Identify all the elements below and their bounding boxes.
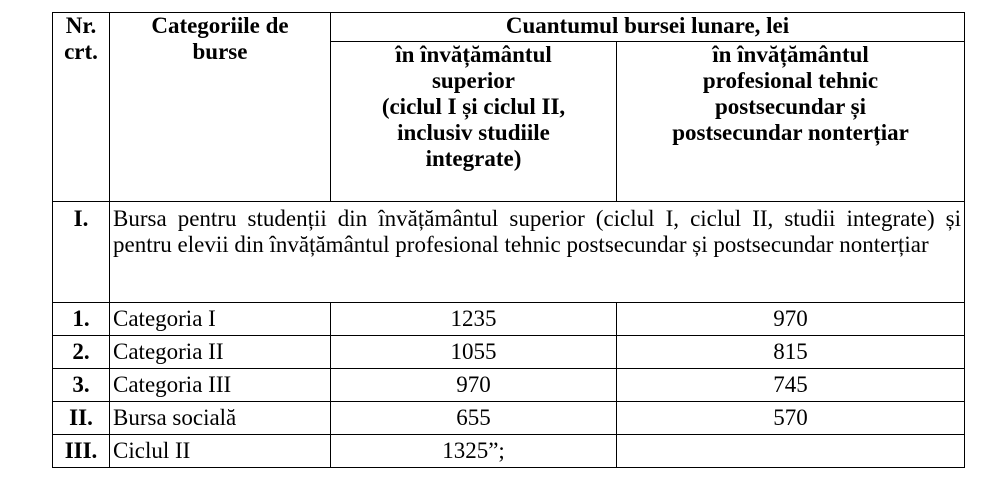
row-superior-value: 1325”; [331, 435, 617, 468]
row-profesional-value: 570 [617, 402, 965, 435]
table-row [53, 303, 965, 336]
row-category: Ciclul II [110, 435, 331, 468]
table-row [53, 336, 965, 369]
row-profesional-value: 745 [617, 369, 965, 402]
header-categories: Categoriile de burse [110, 13, 331, 202]
row-category: Categoria II [110, 336, 331, 369]
row-nr: 2. [53, 336, 110, 369]
section-I-text: Bursa pentru studenții din învățământul superior (ciclul I, ciclul II, studii integrate) și pentru elevii din învățământul profesional tehnic postsecundar și postsecundar nonterțiar [110, 202, 965, 303]
header-row [53, 13, 965, 42]
header-nr-crt: Nr. crt. [53, 13, 110, 202]
row-superior-value: 970 [331, 369, 617, 402]
row-superior-value: 655 [331, 402, 617, 435]
row-nr: III. [53, 435, 110, 468]
header-amount: Cuantumul bursei lunare, lei [331, 13, 965, 42]
table-row [53, 402, 965, 435]
table-row [53, 435, 965, 468]
table-row [53, 369, 965, 402]
row-superior-value: 1235 [331, 303, 617, 336]
row-profesional-value: 815 [617, 336, 965, 369]
row-nr: 3. [53, 369, 110, 402]
section-I-nr: I. [53, 202, 110, 303]
header-col-profesional: în învățământul profesional tehnic postsecundar și postsecundar nonterțiar [617, 42, 965, 202]
row-nr: II. [53, 402, 110, 435]
row-category: Categoria I [110, 303, 331, 336]
section-I-row [53, 202, 965, 303]
row-profesional-value: 970 [617, 303, 965, 336]
header-col-superior: în învățământul superior (ciclul I și ciclul II, inclusiv studiile integrate) [331, 42, 617, 202]
row-category: Categoria III [110, 369, 331, 402]
scholarship-table [52, 12, 965, 468]
row-category: Bursa socială [110, 402, 331, 435]
row-nr: 1. [53, 303, 110, 336]
row-superior-value: 1055 [331, 336, 617, 369]
row-profesional-value [617, 435, 965, 468]
